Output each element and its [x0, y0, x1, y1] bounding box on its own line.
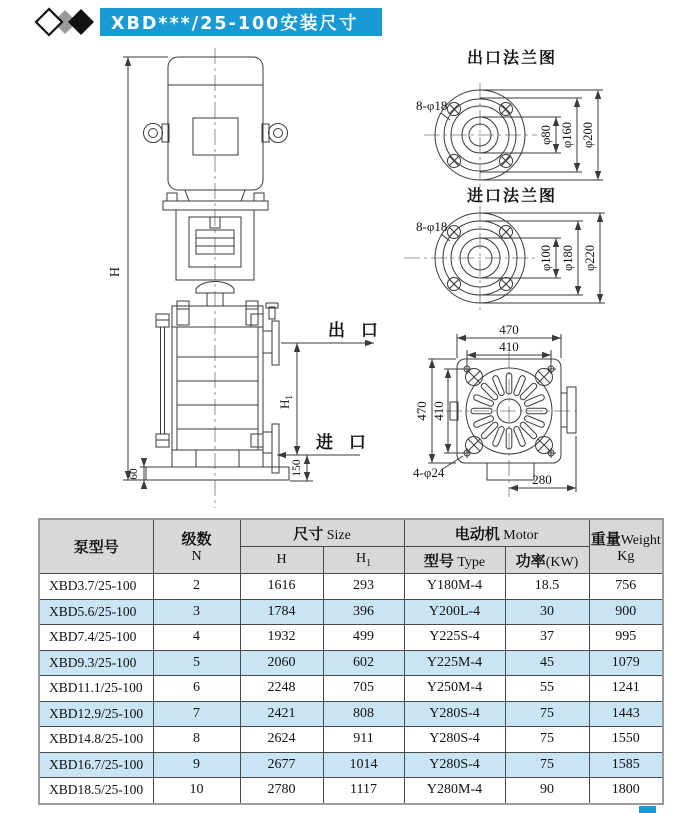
col-header-h: H [240, 547, 323, 574]
dim-label-60: 60 [128, 468, 140, 480]
outlet-label: 出 口 [328, 321, 383, 341]
table-row: XBD9.3/25-100 5 2060 602 Y225M-4 45 1079 [39, 650, 663, 676]
dim-label-150: 150 [291, 459, 303, 477]
outlet-flange-title: 出口法兰图 [466, 48, 558, 67]
dim-label-phi100: φ100 [539, 245, 553, 271]
dim-label-280: 280 [532, 472, 552, 487]
table-row: XBD11.1/25-100 6 2248 705 Y250M-4 55 1241 [39, 676, 663, 702]
inlet-flange-bolt-label: 8-φ18 [416, 219, 448, 234]
col-header-weight: 重量Weight Kg [589, 519, 663, 574]
page-title: XBD***/25-100安装尺寸 [100, 8, 382, 36]
dim-label-H1: $H_1$ [277, 395, 294, 409]
dim-label-410-top: 410 [499, 339, 519, 354]
table-row: XBD18.5/25-100 10 2780 1117 Y280M-4 90 1800 [39, 778, 663, 804]
eyebolt-icon [144, 124, 288, 143]
col-header-stages: 级数 N [153, 519, 240, 574]
col-header-power: 功率(KW) [505, 547, 589, 574]
base-plate-drawing [413, 322, 578, 497]
dim-label-H: H [108, 266, 123, 278]
base-bolt-label: 4-φ24 [413, 465, 445, 480]
col-header-model: 泵型号 [39, 519, 153, 574]
col-header-motor: 电动机 Motor [404, 519, 589, 547]
dim-label-470-top: 470 [499, 322, 519, 337]
outlet-flange-drawing [416, 48, 603, 188]
dim-label-470-left: 470 [414, 401, 429, 421]
inlet-flange-title: 进口法兰图 [466, 186, 558, 205]
pump-elevation-drawing [108, 48, 383, 508]
diamonds-logo-icon [28, 4, 100, 40]
table-header-row-1 [39, 519, 663, 547]
col-header-type: 型号 Type [404, 547, 505, 574]
dim-label-phi200: φ200 [581, 122, 595, 148]
dim-label-phi80: φ80 [539, 125, 553, 145]
dim-label-410-left: 410 [431, 401, 446, 421]
outlet-flange-bolt-label: 8-φ18 [416, 98, 448, 113]
installation-drawing [0, 40, 696, 515]
table-row: XBD14.8/25-100 8 2624 911 Y280S-4 75 1550 [39, 727, 663, 753]
col-header-size: 尺寸 Size [240, 519, 404, 547]
dim-label-phi220: φ220 [583, 245, 597, 271]
table-row: XBD16.7/25-100 9 2677 1014 Y280S-4 75 1585 [39, 752, 663, 778]
table-row: XBD5.6/25-100 3 1784 396 Y200L-4 30 900 [39, 599, 663, 625]
table-row: XBD12.9/25-100 7 2421 808 Y280S-4 75 1443 [39, 701, 663, 727]
dim-label-phi160: φ160 [560, 122, 574, 148]
inlet-label: 进 口 [316, 433, 371, 453]
table-row: XBD3.7/25-100 2 1616 293 Y180M-4 18.5 756 [39, 574, 663, 600]
col-header-h1: $H_1$ [323, 547, 404, 574]
next-section-banner-sliver [639, 806, 656, 813]
spec-table [38, 518, 664, 805]
table-row: XBD7.4/25-100 4 1932 499 Y225S-4 37 995 [39, 625, 663, 651]
inlet-flange-drawing [404, 186, 605, 311]
dim-label-phi180: φ180 [561, 245, 575, 271]
